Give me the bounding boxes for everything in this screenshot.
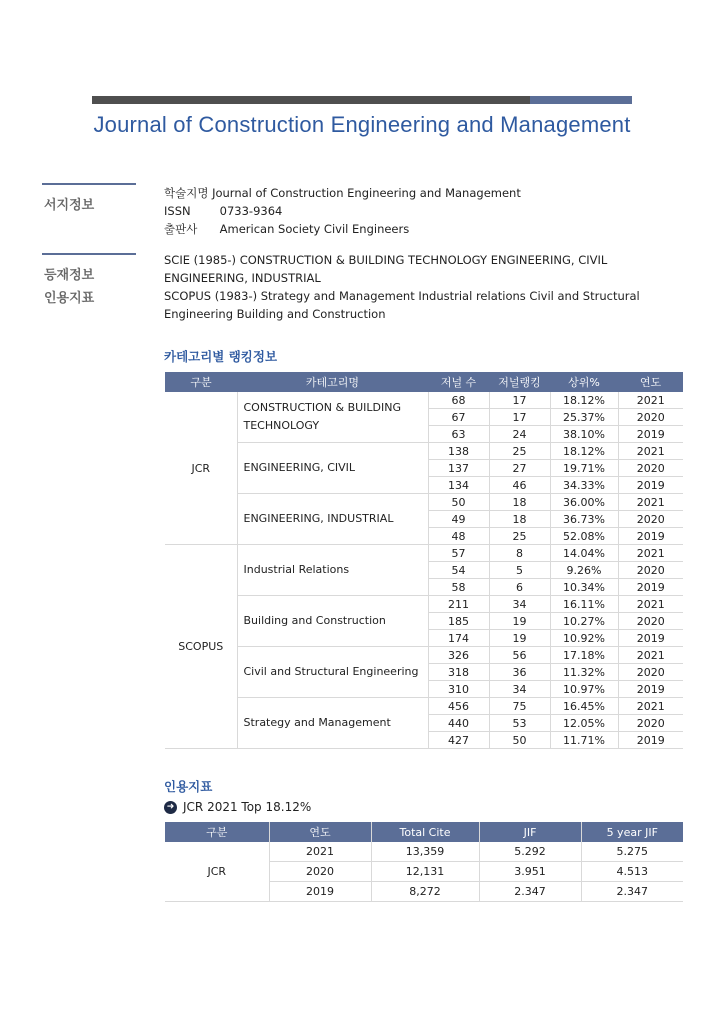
ranking-header-percentile: 상위% [550,372,618,392]
percentile-cell: 11.32% [550,664,618,681]
category-name-line: Industrial Relations [243,563,350,576]
category-name-line: Strategy and Management [243,716,391,729]
ranking-category-cell [237,698,428,749]
table-cell: 12,131 [371,862,479,882]
percentile-cell: 34.33% [550,477,618,494]
table-cell: 2021 [269,842,371,862]
table-row [165,698,683,715]
ranking-category-cell [237,647,428,698]
journal-count-cell: 326 [428,647,489,664]
journal-count-cell: 137 [428,460,489,477]
ranking-category-cell [237,392,428,443]
category-name-line: ENGINEERING, INDUSTRIAL [243,512,394,525]
ranking-header-source: 구분 [165,372,237,392]
year-cell: 2019 [618,630,683,647]
scopus-line-1: SCOPUS (1983-) Strategy and Management Industrial relations Civil and Structural [164,289,640,303]
scie-line-2: ENGINEERING, INDUSTRIAL [164,271,321,285]
citation-table-body [165,842,683,902]
journal-count-cell: 49 [428,511,489,528]
table-row [165,443,683,460]
category-name-line: ENGINEERING, CIVIL [243,461,356,474]
journal-count-cell: 456 [428,698,489,715]
journal-rank-cell: 18 [489,511,550,528]
percentile-cell: 10.34% [550,579,618,596]
journal-rank-cell: 24 [489,426,550,443]
table-cell: 2.347 [479,882,581,902]
journal-count-cell: 48 [428,528,489,545]
citation-header-jif: JIF [479,822,581,842]
journal-count-cell: 63 [428,426,489,443]
table-row [165,494,683,511]
table-cell: 2.347 [581,882,683,902]
year-cell: 2021 [618,392,683,409]
ranking-header-category: 카테고리명 [237,372,428,392]
year-cell: 2020 [618,409,683,426]
table-cell: 2019 [269,882,371,902]
side-rule-indexing [42,253,136,255]
year-cell: 2021 [618,545,683,562]
journal-rank-cell: 19 [489,630,550,647]
percentile-cell: 36.73% [550,511,618,528]
category-name-line: Civil and Structural Engineering [243,665,419,678]
journal-count-cell: 310 [428,681,489,698]
side-rule-bibliographic [42,183,136,185]
citation-heading: 인용지표 [164,779,213,794]
journal-count-cell: 174 [428,630,489,647]
journal-name-label: 학술지명 [164,186,209,200]
year-cell: 2019 [618,528,683,545]
journal-count-cell: 54 [428,562,489,579]
issn-value: 0733-9364 [219,204,283,218]
journal-rank-cell: 36 [489,664,550,681]
ranking-table [165,372,683,749]
year-cell: 2021 [618,647,683,664]
jcr-top-text: JCR 2021 Top 18.12% [183,800,312,814]
top-rule-accent [530,96,632,104]
ranking-header-year: 연도 [618,372,683,392]
side-label-citation-index: 인용지표 [44,291,95,306]
side-label-bibliographic: 서지정보 [44,198,95,213]
year-cell: 2021 [618,596,683,613]
journal-count-cell: 67 [428,409,489,426]
category-name-line: TECHNOLOGY [243,419,320,432]
year-cell: 2020 [618,664,683,681]
ranking-header-row [165,372,683,392]
ranking-category-cell [237,443,428,494]
journal-count-cell: 50 [428,494,489,511]
category-name-line: CONSTRUCTION & BUILDING [243,401,402,414]
citation-header-source: 구분 [165,822,269,842]
journal-rank-cell: 5 [489,562,550,579]
citation-header-total-cite: Total Cite [371,822,479,842]
journal-rank-cell: 46 [489,477,550,494]
ranking-heading: 카테고리별 랭킹정보 [164,349,278,364]
scopus-line-2: Engineering Building and Construction [164,307,386,321]
journal-count-cell: 318 [428,664,489,681]
table-row [165,647,683,664]
percentile-cell: 14.04% [550,545,618,562]
year-cell: 2019 [618,426,683,443]
percentile-cell: 17.18% [550,647,618,664]
page-title: Journal of Construction Engineering and Management [93,112,631,137]
year-cell: 2020 [618,715,683,732]
ranking-header-rank: 저널랭킹 [489,372,550,392]
ranking-category-cell [237,494,428,545]
ranking-category-cell [237,545,428,596]
table-cell: 4.513 [581,862,683,882]
journal-count-cell: 68 [428,392,489,409]
top-rule [92,96,632,104]
table-row [165,392,683,409]
category-name-line: Building and Construction [243,614,386,627]
percentile-cell: 38.10% [550,426,618,443]
percentile-cell: 16.45% [550,698,618,715]
percentile-cell: 19.71% [550,460,618,477]
citation-source-cell: JCR [165,842,269,902]
table-row [165,596,683,613]
journal-rank-cell: 34 [489,681,550,698]
journal-count-cell: 185 [428,613,489,630]
journal-rank-cell: 8 [489,545,550,562]
percentile-cell: 10.92% [550,630,618,647]
percentile-cell: 18.12% [550,443,618,460]
percentile-cell: 12.05% [550,715,618,732]
table-cell: 3.951 [479,862,581,882]
year-cell: 2020 [618,511,683,528]
ranking-category-cell [237,596,428,647]
bibliographic-info [164,184,521,238]
year-cell: 2020 [618,613,683,630]
year-cell: 2020 [618,562,683,579]
journal-count-cell: 138 [428,443,489,460]
journal-count-cell: 440 [428,715,489,732]
issn-label: ISSN [164,204,191,218]
journal-count-cell: 134 [428,477,489,494]
table-cell: 8,272 [371,882,479,902]
table-row [165,842,683,862]
journal-rank-cell: 56 [489,647,550,664]
journal-rank-cell: 6 [489,579,550,596]
journal-count-cell: 211 [428,596,489,613]
table-cell: 5.275 [581,842,683,862]
top-rule-dark [92,96,530,104]
journal-rank-cell: 17 [489,392,550,409]
table-cell: 5.292 [479,842,581,862]
journal-rank-cell: 53 [489,715,550,732]
journal-rank-cell: 17 [489,409,550,426]
year-cell: 2021 [618,494,683,511]
year-cell: 2019 [618,681,683,698]
journal-rank-cell: 19 [489,613,550,630]
publisher-label: 출판사 [164,222,198,236]
ranking-header-journals: 저널 수 [428,372,489,392]
journal-rank-cell: 34 [489,596,550,613]
publisher-value: American Society Civil Engineers [219,222,410,236]
year-cell: 2020 [618,460,683,477]
journal-rank-cell: 18 [489,494,550,511]
table-cell: 13,359 [371,842,479,862]
arrow-right-circle-icon: ➜ [164,801,177,814]
ranking-source-cell: SCOPUS [165,545,237,749]
table-row [165,545,683,562]
jcr-top-line [164,800,311,814]
journal-name-value: Journal of Construction Engineering and Management [212,186,521,200]
percentile-cell: 36.00% [550,494,618,511]
percentile-cell: 18.12% [550,392,618,409]
percentile-cell: 10.97% [550,681,618,698]
year-cell: 2021 [618,443,683,460]
side-label-indexing: 등재정보 [44,268,95,283]
year-cell: 2021 [618,698,683,715]
percentile-cell: 52.08% [550,528,618,545]
journal-rank-cell: 25 [489,443,550,460]
ranking-table-body [165,392,683,749]
citation-table [165,822,683,902]
issn-row [164,202,521,220]
percentile-cell: 11.71% [550,732,618,749]
year-cell: 2019 [618,477,683,494]
citation-header-5yr-jif: 5 year JIF [581,822,683,842]
journal-rank-cell: 75 [489,698,550,715]
ranking-source-cell: JCR [165,392,237,545]
table-cell: 2020 [269,862,371,882]
journal-rank-cell: 27 [489,460,550,477]
year-cell: 2019 [618,732,683,749]
publisher-row [164,220,521,238]
scie-line-1: SCIE (1985-) CONSTRUCTION & BUILDING TECHNOLOGY ENGINEERING, CIVIL [164,253,608,267]
year-cell: 2019 [618,579,683,596]
journal-count-cell: 427 [428,732,489,749]
journal-rank-cell: 25 [489,528,550,545]
journal-count-cell: 57 [428,545,489,562]
percentile-cell: 9.26% [550,562,618,579]
indexing-info [164,251,640,323]
citation-header-year: 연도 [269,822,371,842]
journal-name-row [164,184,521,202]
citation-header-row [165,822,683,842]
journal-count-cell: 58 [428,579,489,596]
percentile-cell: 16.11% [550,596,618,613]
percentile-cell: 10.27% [550,613,618,630]
journal-rank-cell: 50 [489,732,550,749]
percentile-cell: 25.37% [550,409,618,426]
